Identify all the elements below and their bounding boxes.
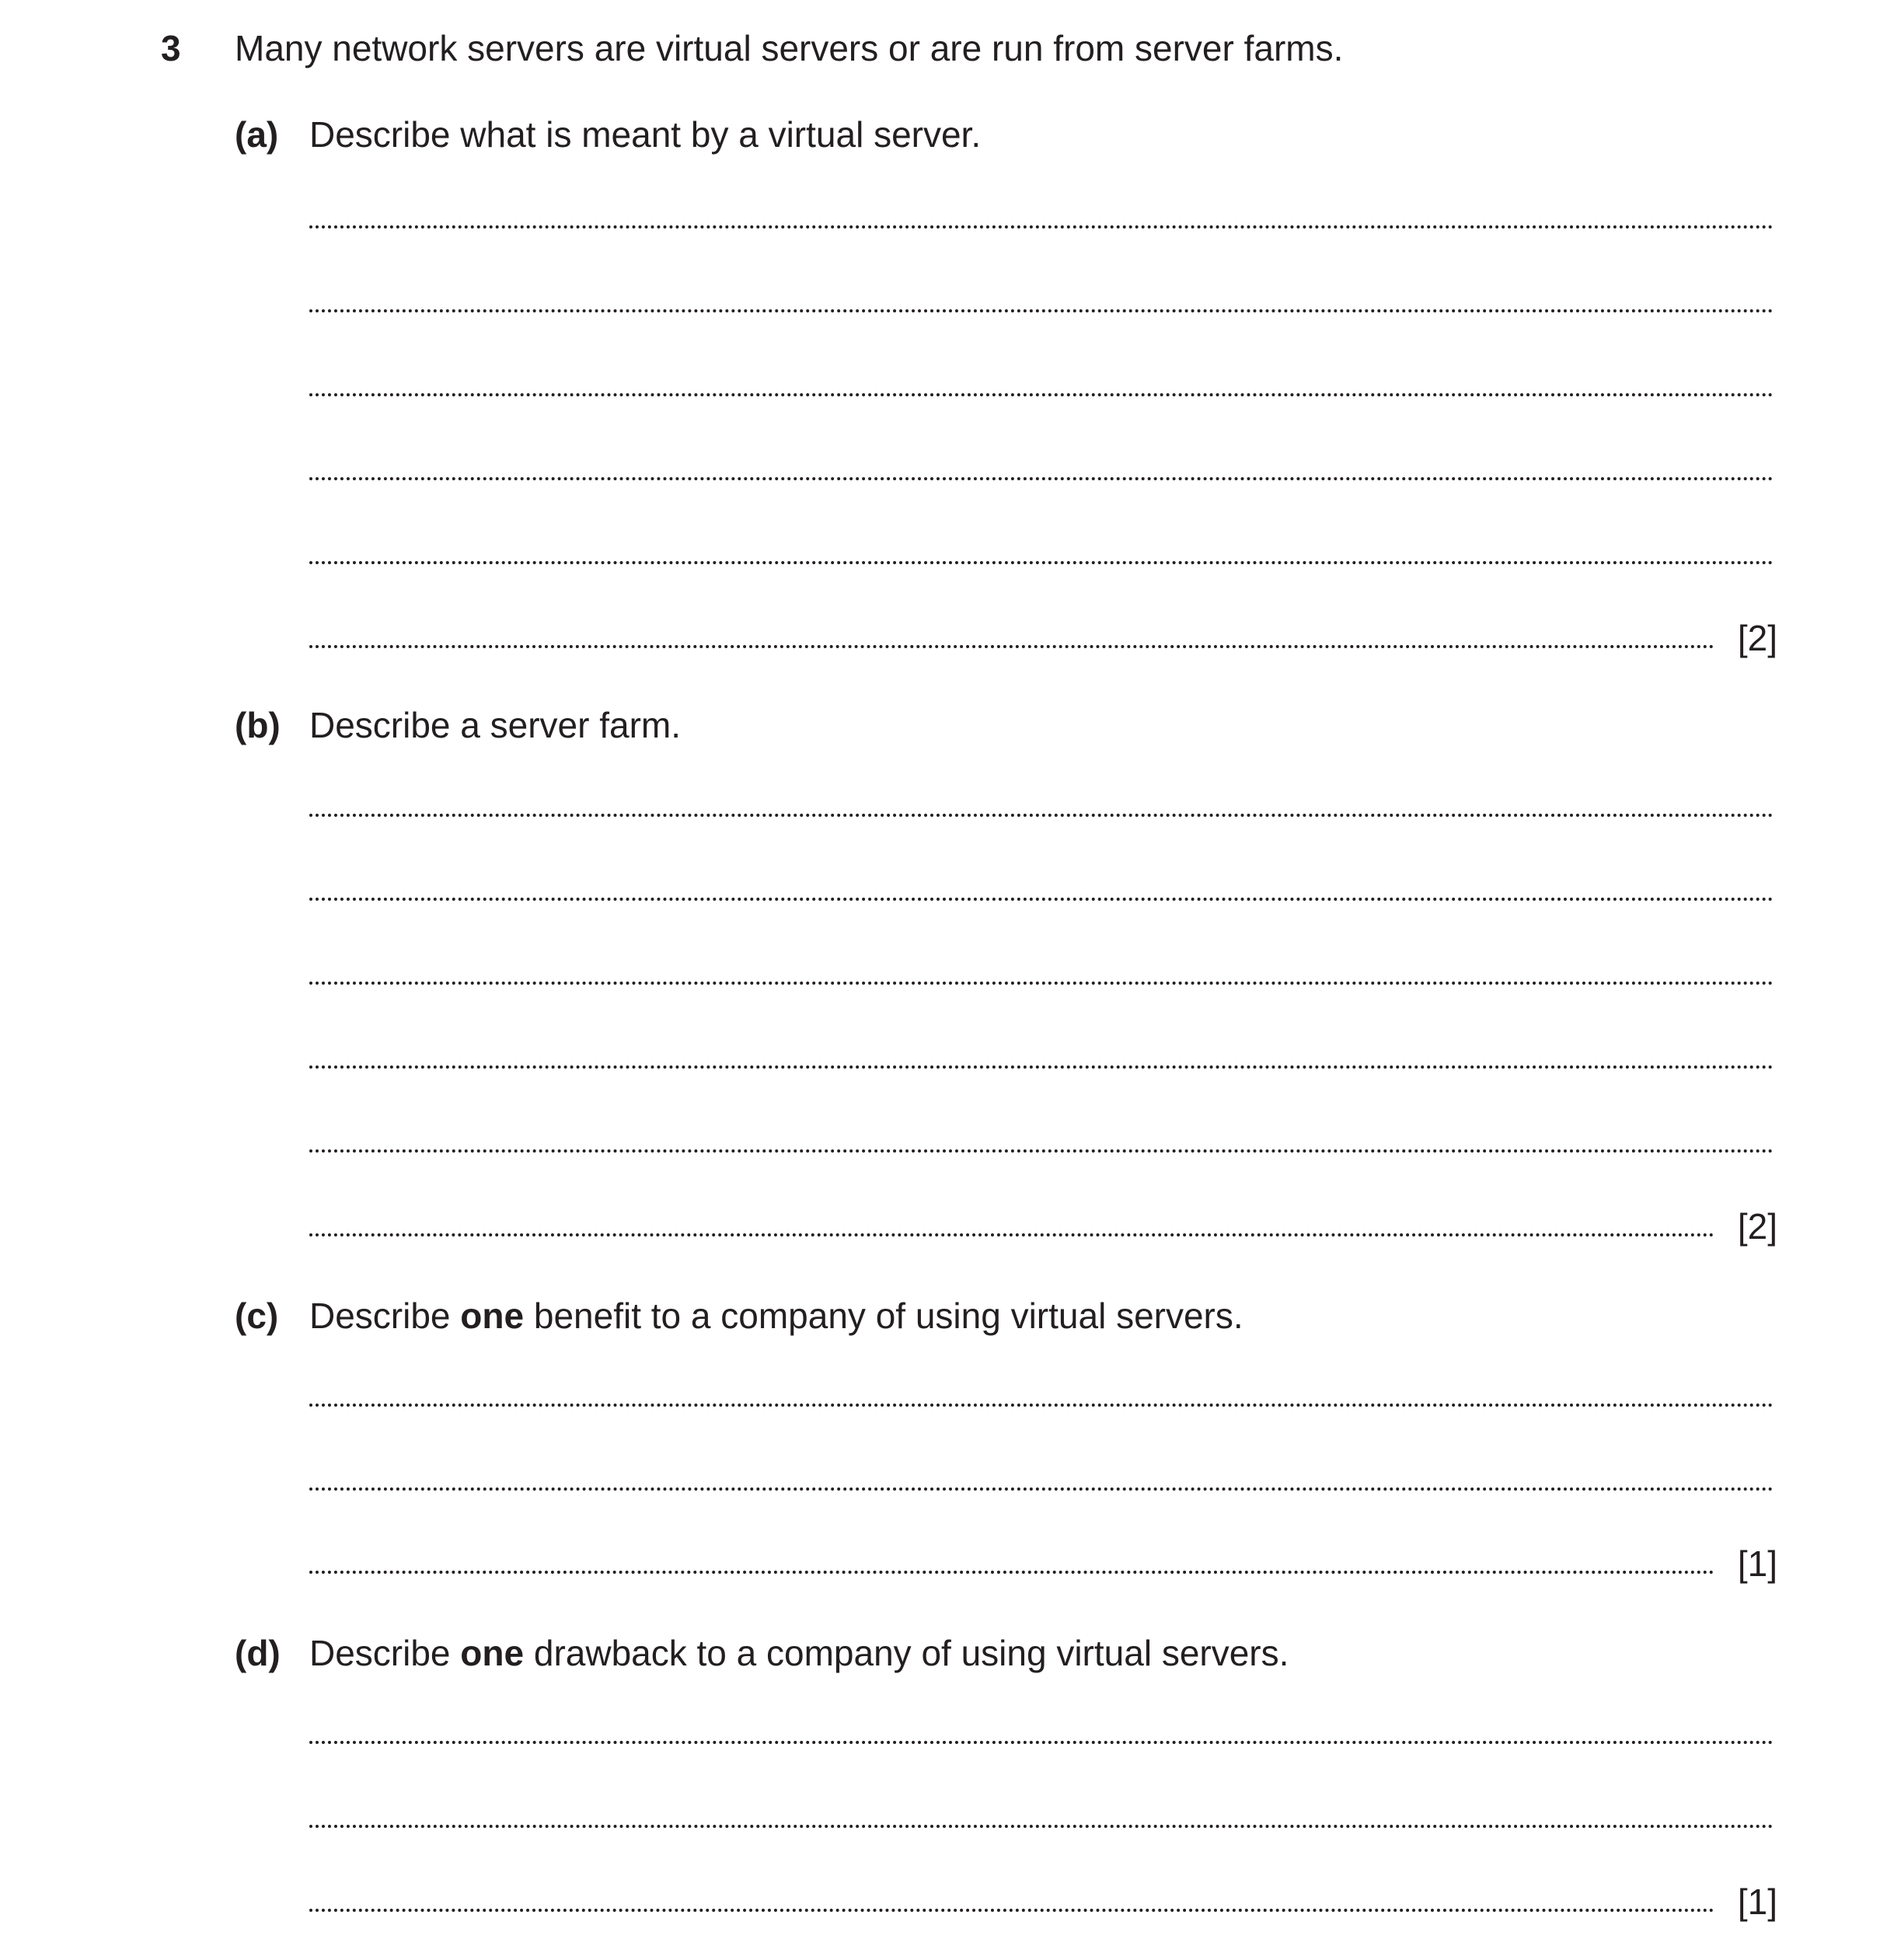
part-d-text-after: drawback to a company of using virtual servers. bbox=[524, 1633, 1289, 1673]
part-b-marks: [2] bbox=[1737, 1206, 1777, 1247]
question-number: 3 bbox=[161, 28, 181, 68]
answer-line[interactable] bbox=[309, 1404, 1774, 1407]
answer-line[interactable] bbox=[309, 1741, 1774, 1744]
answer-line[interactable] bbox=[309, 1233, 1714, 1236]
answer-line[interactable] bbox=[309, 1825, 1774, 1828]
answer-line[interactable] bbox=[309, 1909, 1714, 1912]
answer-line[interactable] bbox=[309, 1487, 1774, 1491]
part-d-question bbox=[309, 1630, 1289, 1676]
answer-line[interactable] bbox=[309, 393, 1774, 396]
answer-line[interactable] bbox=[309, 477, 1774, 480]
part-d-emphasis: one bbox=[460, 1633, 525, 1673]
part-d-label: (d) bbox=[235, 1633, 281, 1673]
answer-line[interactable] bbox=[309, 1571, 1714, 1574]
part-c-marks: [1] bbox=[1737, 1543, 1777, 1584]
part-d-marks: [1] bbox=[1737, 1882, 1777, 1922]
part-a-question: Describe what is meant by a virtual server. bbox=[309, 114, 982, 155]
part-c-text-before: Describe bbox=[309, 1296, 461, 1336]
part-a-marks: [2] bbox=[1737, 618, 1777, 658]
answer-line[interactable] bbox=[309, 1149, 1774, 1153]
answer-line[interactable] bbox=[309, 1065, 1774, 1069]
answer-line[interactable] bbox=[309, 982, 1774, 985]
part-c-text-after: benefit to a company of using virtual servers. bbox=[524, 1296, 1243, 1336]
part-d-text-before: Describe bbox=[309, 1633, 461, 1673]
part-b-question: Describe a server farm. bbox=[309, 705, 682, 745]
answer-line[interactable] bbox=[309, 645, 1714, 648]
part-a-label: (a) bbox=[235, 114, 279, 155]
answer-line[interactable] bbox=[309, 225, 1774, 228]
part-b-label: (b) bbox=[235, 705, 281, 745]
part-c-emphasis: one bbox=[460, 1296, 525, 1336]
part-c-question bbox=[309, 1293, 1243, 1338]
answer-line[interactable] bbox=[309, 814, 1774, 817]
answer-line[interactable] bbox=[309, 898, 1774, 901]
answer-line[interactable] bbox=[309, 309, 1774, 312]
part-c-label: (c) bbox=[235, 1296, 279, 1336]
question-stem: Many network servers are virtual servers or are run from server farms. bbox=[235, 28, 1344, 68]
answer-line[interactable] bbox=[309, 561, 1774, 564]
